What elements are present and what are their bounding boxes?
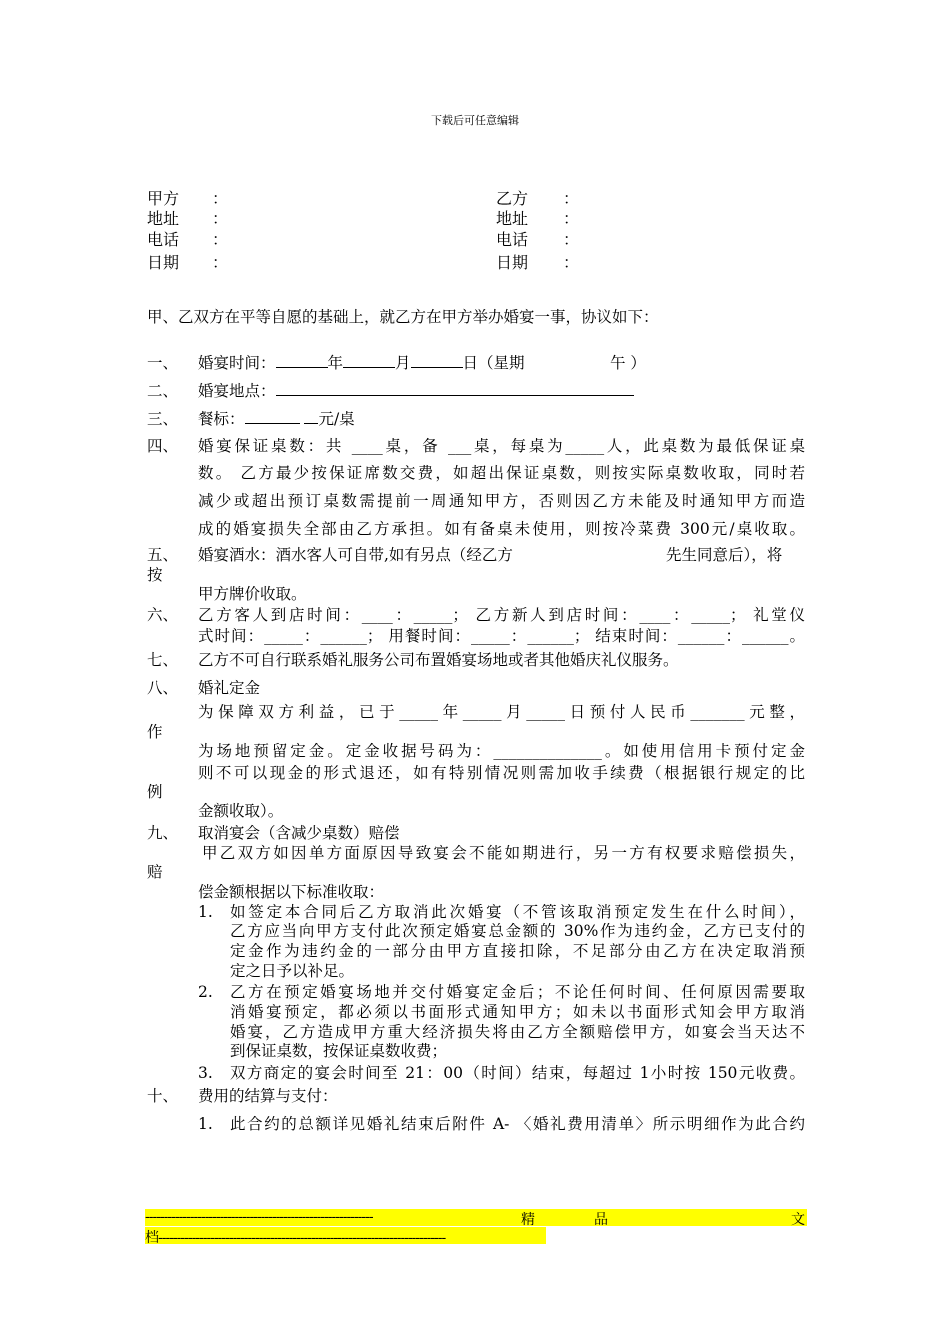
clause-8-line-2: 为场地预留定金。定金收据号码为：______________。如使用信用卡预付定金 (198, 742, 805, 760)
date-a-label: 日期 (147, 253, 180, 272)
clause-8-continuation-char-1: 作 (147, 723, 163, 741)
party-a-colon: ： (212, 189, 229, 208)
clause-7-number: 七、 (147, 651, 179, 669)
intro-text: 甲、乙双方在平等自愿的基础上，就乙方在甲方举办婚宴一事，协议如下： (147, 308, 659, 326)
phone-b-label: 电话 (496, 230, 529, 249)
clause-9-item-1-line-1: 如签定本合同后乙方取消此次婚宴（不管该取消预定发生在什么时间）， (230, 903, 805, 921)
date-b-label: 日期 (496, 253, 529, 272)
clause-8-line-1: 为保障双方利益，已于_____年_____月_____日预付人民币_______元整， (198, 703, 805, 721)
date-a-colon: ： (212, 253, 229, 272)
clause-8-line-3: 则不可以现金的形式退还，如有特别情况则需加收手续费（根据银行规定的比 (198, 764, 805, 782)
clause-9-item-2-line-3: 婚宴，乙方造成甲方重大经济损失将由乙方全额赔偿甲方，如宴会当天达不 (230, 1023, 805, 1041)
clause-10-item-1-number: 1. (198, 1115, 213, 1133)
phone-b-colon: ： (563, 230, 580, 249)
clause-9-item-3-number: 3. (198, 1064, 213, 1082)
clause-5-line-1a: 婚宴酒水：酒水客人可自带,如有另点（经乙方 (198, 546, 513, 564)
address-b-colon: ： (563, 209, 580, 228)
clause-9-item-1-line-2: 乙方应当向甲方支付此次预定婚宴总金额的 30%作为违约金，乙方已支付的 (230, 922, 805, 940)
clause-1-wedding-time (198, 352, 525, 374)
phone-a-colon: ： (212, 230, 229, 249)
clause-9-item-2-number: 2. (198, 983, 213, 1001)
clause-3-meal-standard (198, 408, 355, 430)
year-blank[interactable] (276, 352, 328, 368)
clause-8-title: 婚礼定金 (198, 679, 261, 697)
clause-2-venue (198, 380, 634, 402)
clause-10-title: 费用的结算与支付： (198, 1087, 338, 1105)
clause-5-line-2: 甲方牌价收取。 (198, 585, 307, 603)
clause-9-title: 取消宴会（含减少桌数）赔偿 (198, 824, 400, 842)
clause-3-number: 三、 (147, 410, 179, 428)
party-b-colon: ： (563, 189, 580, 208)
address-b-label: 地址 (496, 209, 529, 228)
clause-5-line-1b: 先生同意后），将 (666, 546, 783, 564)
clause-2-number: 二、 (147, 382, 179, 400)
phone-a-label: 电话 (147, 230, 180, 249)
clause-4-line-4: 成的婚宴损失全部由乙方承担。如有备桌未使用，则按冷菜费 300元/桌收取。 (198, 520, 805, 538)
clause-9-item-2-line-2: 消婚宴预定，都必须以书面形式通知甲方；如未以书面形式知会甲方取消 (230, 1003, 805, 1021)
clause-5-continuation-char: 按 (147, 566, 163, 584)
clause-7-text: 乙方不可自行联系婚礼服务公司布置婚宴场地或者其他婚庆礼仪服务。 (198, 651, 679, 669)
day-blank[interactable] (411, 352, 463, 368)
unit-text: 元/桌 (318, 410, 355, 428)
clause-4-line-1: 婚宴保证桌数：共 ____桌，备 ___桌，每桌为_____人，此桌数为最低保证桌 (198, 437, 805, 455)
clause-9-line-2: 偿金额根据以下标准收取： (198, 883, 385, 901)
address-a-colon: ： (212, 209, 229, 228)
clause-8-number: 八、 (147, 679, 179, 697)
party-a-label: 甲方 (147, 189, 180, 208)
clause-2-label: 婚宴地点： (198, 382, 276, 400)
venue-blank[interactable] (276, 380, 634, 396)
footer-word-3: 文 (791, 1212, 805, 1228)
day-text: 日（星期 (462, 354, 525, 372)
clause-8-continuation-char-2: 例 (147, 783, 163, 801)
footer-word-1: 精 (521, 1212, 535, 1228)
header-note: 下载后可任意编辑 (431, 114, 519, 127)
price-blank-2[interactable] (304, 408, 318, 424)
clause-5-number: 五、 (147, 546, 179, 564)
date-b-colon: ： (563, 253, 580, 272)
year-text: 年 (327, 354, 344, 372)
clause-4-number: 四、 (147, 437, 179, 455)
clause-4-line-3: 减少或超出预订桌数需提前一周通知甲方，否则因乙方未能及时通知甲方而造 (198, 492, 805, 510)
clause-6-line-1: 乙方客人到店时间：____：_____； 乙方新人到店时间：____：_____； 礼堂仪 (198, 606, 805, 624)
clause-1-number: 一、 (147, 354, 179, 372)
noon-text: 午 ） (610, 354, 646, 372)
clause-9-item-1-line-4: 定之日予以补足。 (230, 962, 355, 980)
footer-dashes-1: ------------------------------------------------------------- (145, 1209, 373, 1225)
month-text: 月 (395, 354, 411, 372)
clause-9-continuation-char: 赔 (147, 863, 163, 881)
clause-6-line-2: 式时间：_____：______； 用餐时间：_____：______； 结束时间：______：______。 (198, 627, 805, 645)
clause-9-item-2-line-4: 到保证桌数，按保证桌数收费； (230, 1042, 448, 1060)
clause-6-number: 六、 (147, 606, 179, 624)
party-b-label: 乙方 (496, 189, 529, 208)
clause-4-line-2: 数。 乙方最少按保证席数交费，如超出保证桌数，则按实际桌数收取，同时若 (198, 464, 805, 482)
clause-3-label: 餐标： (198, 410, 245, 428)
price-blank[interactable] (245, 408, 300, 424)
clause-9-line-1: 甲乙双方如因单方面原因导致宴会不能如期进行，另一方有权要求赔偿损失， (202, 844, 805, 862)
clause-9-item-2-line-1: 乙方在预定婚宴场地并交付婚宴定金后；不论任何时间、任何原因需要取 (230, 983, 805, 1001)
clause-10-number: 十、 (147, 1087, 179, 1105)
clause-8-line-4: 金额收取）。 (198, 802, 284, 820)
clause-9-number: 九、 (147, 824, 179, 842)
month-blank[interactable] (343, 352, 395, 368)
clause-9-item-1-number: 1. (198, 903, 213, 921)
address-a-label: 地址 (147, 209, 180, 228)
clause-9-item-1-line-3: 定金作为违约金的一部分由甲方直接扣除，不足部分由乙方在决定取消预 (230, 942, 805, 960)
clause-9-item-3-line-1: 双方商定的宴会时间至 21：00（时间）结束，每超过 1小时按 150元收费。 (230, 1064, 805, 1082)
clause-10-item-1-text: 此合约的总额详见婚礼结束后附件 A- 〈婚礼费用清单〉所示明细作为此合约 (230, 1115, 805, 1133)
footer-line-2: 档----------------------------------------------------------------------------- (145, 1230, 446, 1246)
clause-1-label: 婚宴时间： (198, 354, 276, 372)
footer-word-2: 品 (594, 1212, 608, 1228)
